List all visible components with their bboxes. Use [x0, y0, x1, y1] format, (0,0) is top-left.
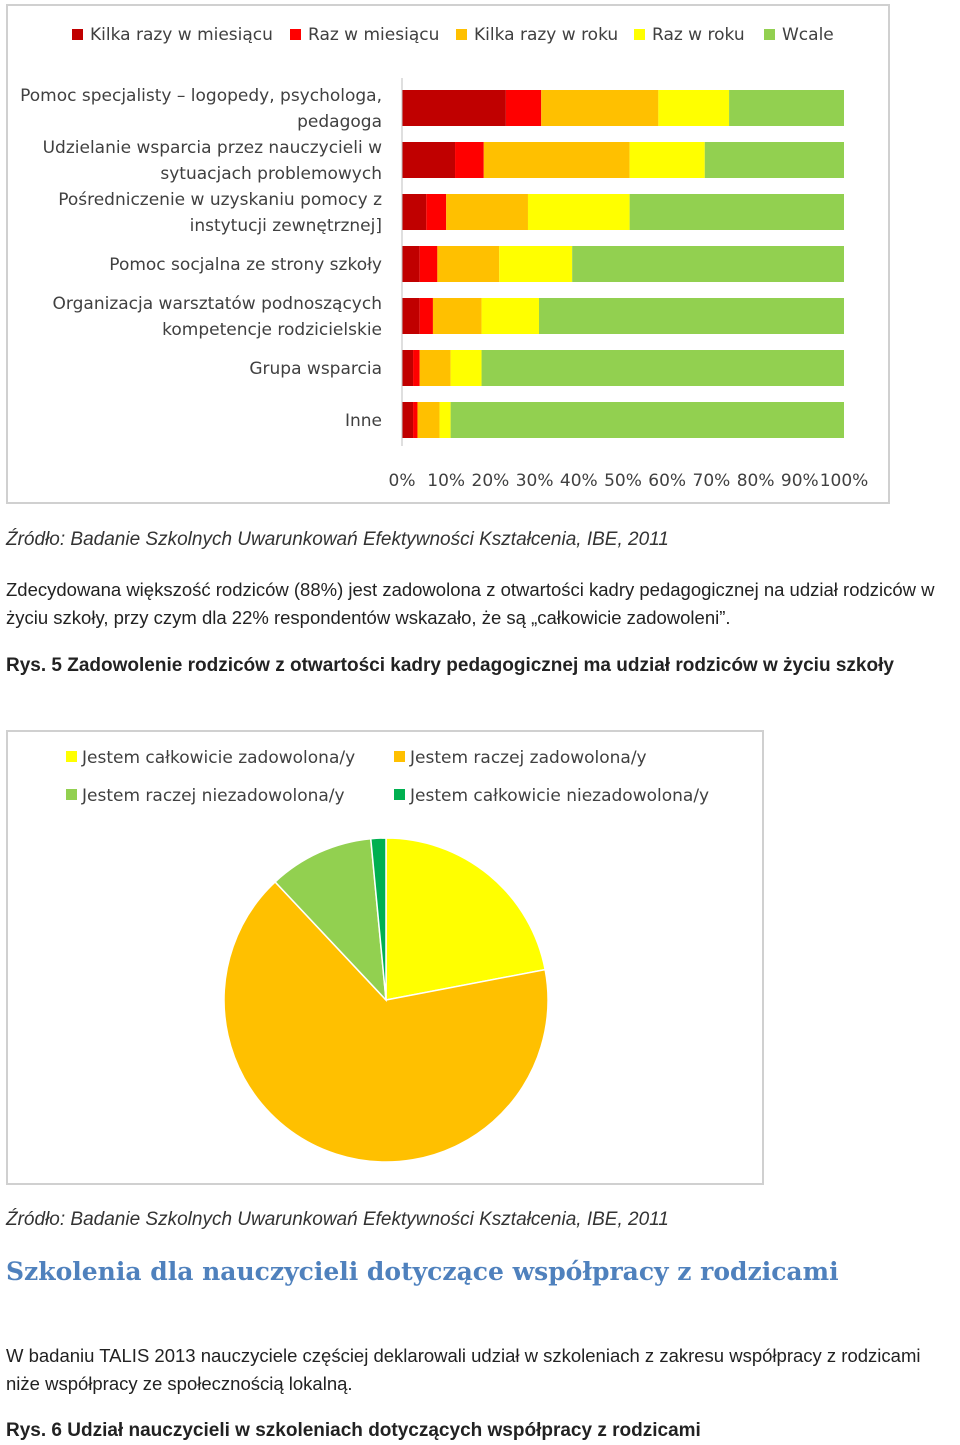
category-label: Grupa wsparcia — [249, 359, 382, 379]
bar-segment — [539, 298, 844, 334]
category-label: Inne — [344, 411, 382, 431]
bar-segment — [433, 298, 482, 334]
bar-segment — [420, 350, 451, 386]
legend-label-2: Raz w miesiącu — [308, 25, 440, 45]
bar-segment — [402, 194, 426, 230]
x-tick-label: 20% — [471, 471, 510, 491]
source-note-1: Źródło: Badanie Szkolnych Uwarunkowań Efektywności Kształcenia, IBE, 2011 — [6, 529, 669, 550]
bar-segment — [482, 350, 844, 386]
pie-chart — [6, 730, 764, 1185]
legend-label-5: Wcale — [782, 25, 834, 45]
figure-caption-6: Rys. 6 Udział nauczycieli w szkoleniach dotyczących współpracy z rodzicami — [6, 1420, 701, 1441]
x-tick-label: 90% — [780, 471, 819, 491]
bar-segment — [482, 298, 539, 334]
pie-legend-swatch-4 — [394, 789, 405, 800]
bar-segment — [420, 298, 433, 334]
legend-label-4: Raz w roku — [652, 25, 745, 45]
category-label: instytucji zewnętrznej] — [189, 216, 382, 236]
bar-segment — [528, 194, 630, 230]
legend-label-1: Kilka razy w miesiącu — [90, 25, 273, 45]
bar-segment — [402, 90, 506, 126]
bar-segment — [455, 142, 484, 178]
category-label: Pomoc specjalisty – logopedy, psychologa, — [20, 86, 382, 106]
x-tick-label: 80% — [736, 471, 775, 491]
bar-segment — [705, 142, 844, 178]
bar-segment — [541, 90, 658, 126]
legend-swatch-4 — [634, 29, 645, 40]
pie-legend-label-3: Jestem raczej niezadowolona/y — [82, 786, 345, 806]
bar-segment — [729, 90, 844, 126]
legend-swatch-1 — [72, 29, 83, 40]
figure-caption-5: Rys. 5 Zadowolenie rodziców z otwartości kadry pedagogicznej ma udział rodziców w życiu szkoły — [6, 655, 894, 676]
x-tick-label: 0% — [388, 471, 416, 491]
bar-segment — [451, 350, 482, 386]
bar-segment — [402, 142, 455, 178]
paragraph-satisfaction: Zdecydowana większość rodziców (88%) jest zadowolona z otwartości kadry pedagogicznej na udział rodziców w życiu szkoły, przy czym dla 22% respondentów wskazało, że są „całkowicie zadowoleni”. — [6, 579, 935, 628]
bar-segment — [402, 402, 413, 438]
bar-segment — [426, 194, 446, 230]
category-label: pedagoga — [297, 112, 382, 132]
category-label: sytuacjach problemowych — [160, 164, 382, 184]
bar-segment — [402, 246, 420, 282]
bar-segment — [506, 90, 541, 126]
bar-segment — [440, 402, 451, 438]
x-tick-label: 70% — [692, 471, 731, 491]
category-label: Pomoc socjalna ze strony szkoły — [109, 255, 382, 275]
pie-legend-label-2: Jestem raczej zadowolona/y — [410, 748, 647, 768]
legend-swatch-3 — [456, 29, 467, 40]
bar-segment — [417, 402, 439, 438]
legend-swatch-2 — [290, 29, 301, 40]
x-tick-label: 30% — [515, 471, 554, 491]
bar-segment — [402, 298, 420, 334]
bar-segment — [658, 90, 729, 126]
x-tick-label: 40% — [559, 471, 598, 491]
bar-segment — [437, 246, 499, 282]
legend-swatch-5 — [764, 29, 775, 40]
bar-segment — [446, 194, 528, 230]
pie-legend-swatch-2 — [394, 751, 405, 762]
pie-legend-label-4: Jestem całkowicie niezadowolona/y — [410, 786, 710, 806]
x-tick-label: 10% — [427, 471, 466, 491]
bar-segment — [630, 142, 705, 178]
bar-segment — [484, 142, 630, 178]
category-label: Organizacja warsztatów podnoszących — [52, 294, 382, 314]
stacked-bar-chart — [6, 4, 890, 504]
bar-segment — [413, 350, 420, 386]
pie-legend-swatch-3 — [66, 789, 77, 800]
category-label: Udzielanie wsparcia przez nauczycieli w — [42, 138, 382, 158]
source-note-2: Źródło: Badanie Szkolnych Uwarunkowań Efektywności Kształcenia, IBE, 2011 — [6, 1209, 669, 1230]
category-label: kompetencje rodzicielskie — [162, 320, 382, 340]
pie-legend-swatch-1 — [66, 751, 77, 762]
paragraph-talis: W badaniu TALIS 2013 nauczyciele częściej deklarowali udział w szkoleniach z zakresu współpracy z rodzicami niże współpracy ze społecznością lokalną. — [6, 1345, 921, 1394]
bar-segment — [451, 402, 844, 438]
x-tick-label: 60% — [648, 471, 687, 491]
bar-chart-svg — [8, 6, 888, 502]
bar-segment — [499, 246, 572, 282]
x-tick-label: 50% — [604, 471, 642, 491]
pie-chart-svg — [8, 732, 762, 1183]
pie-legend-label-1: Jestem całkowicie zadowolona/y — [82, 748, 356, 768]
bar-segment — [572, 246, 844, 282]
bar-segment — [402, 350, 413, 386]
category-label: Pośredniczenie w uzyskaniu pomocy z — [58, 190, 382, 210]
legend-label-3: Kilka razy w roku — [474, 25, 619, 45]
bar-segment — [630, 194, 844, 230]
section-heading: Szkolenia dla nauczycieli dotyczące współpracy z rodzicami — [6, 1257, 839, 1286]
bar-segment — [413, 402, 417, 438]
x-tick-label: 100% — [819, 471, 869, 491]
bar-segment — [420, 246, 438, 282]
